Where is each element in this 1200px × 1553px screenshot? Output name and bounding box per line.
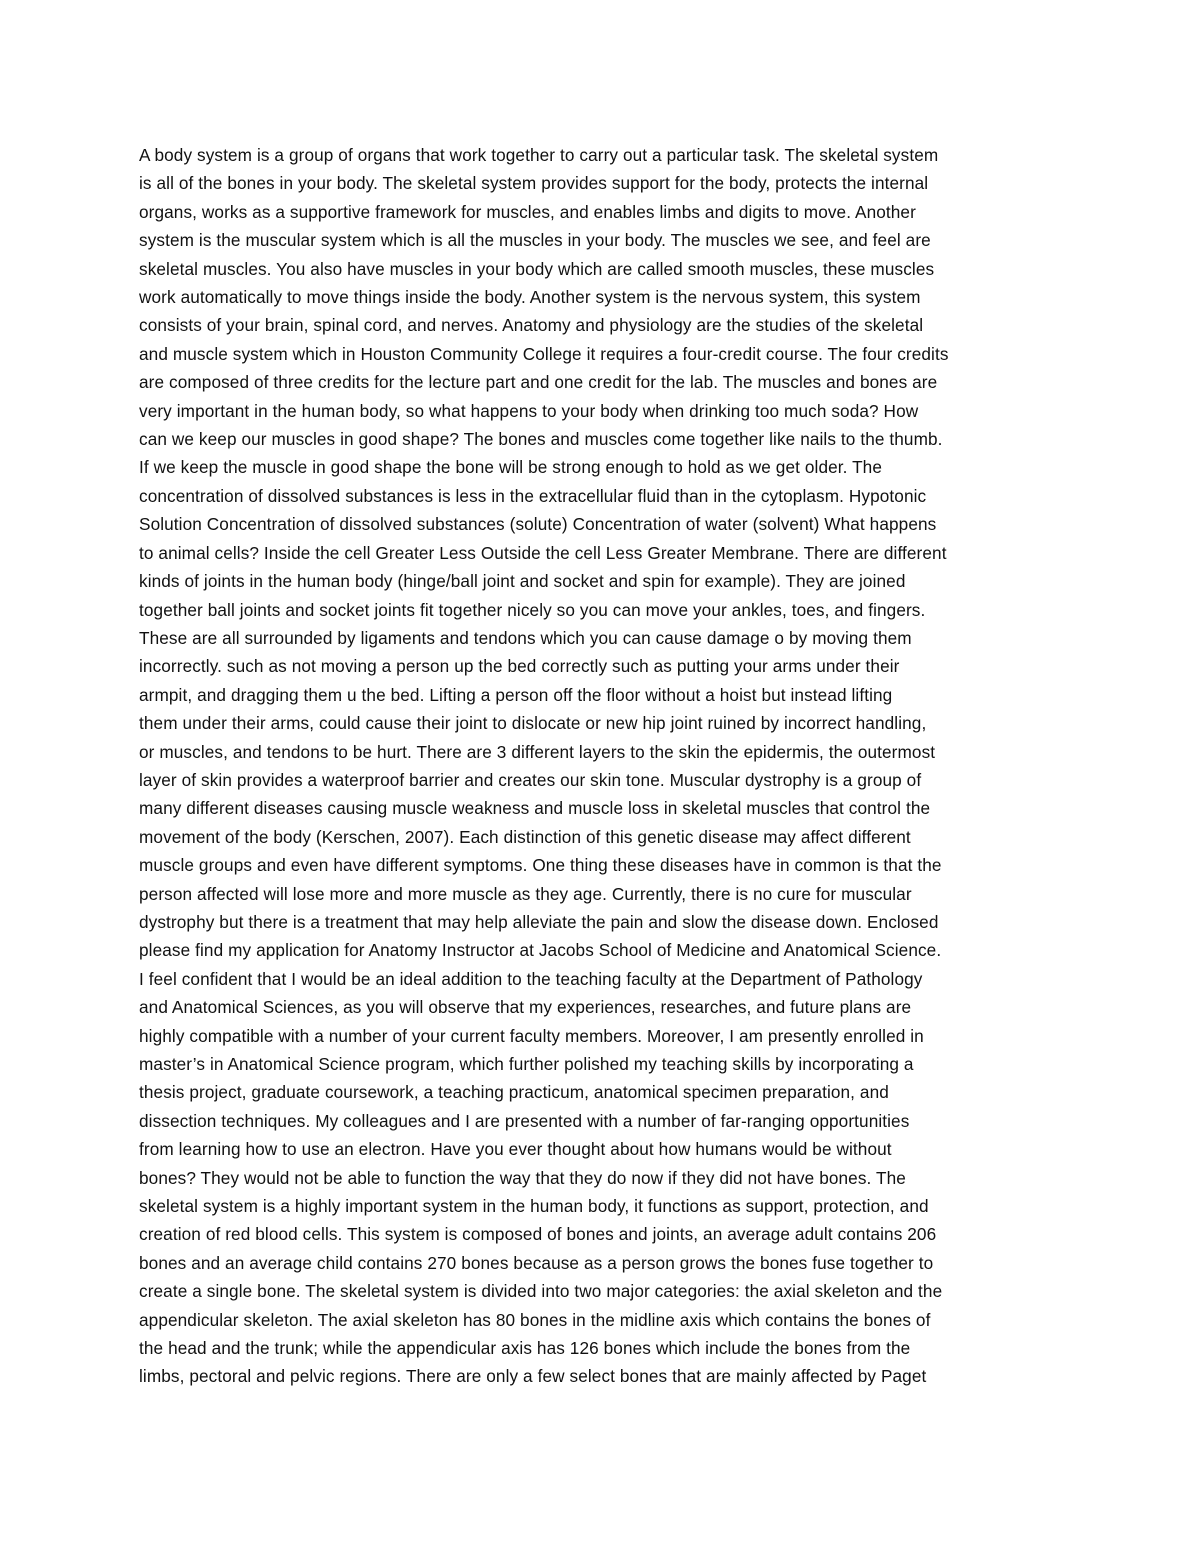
text-line: consists of your brain, spinal cord, and nerves. Anatomy and physiology are the studies of the skeletal	[139, 315, 924, 336]
text-line: can we keep our muscles in good shape? The bones and muscles come together like nails to the thumb.	[139, 429, 943, 450]
text-line: person affected will lose more and more muscle as they age. Currently, there is no cure for muscular	[139, 883, 912, 904]
text-line: I feel confident that I would be an ideal addition to the teaching faculty at the Department of Pathology	[139, 968, 923, 989]
text-line: them under their arms, could cause their joint to dislocate or new hip joint ruined by incorrect handling,	[139, 713, 927, 734]
text-line: highly compatible with a number of your current faculty members. Moreover, I am presently enrolled in	[139, 1025, 924, 1046]
text-line: master’s in Anatomical Science program, which further polished my teaching skills by incorporating a	[139, 1054, 914, 1074]
text-line: movement of the body (Kerschen, 2007). Each distinction of this genetic disease may affect different	[139, 826, 911, 847]
text-line: together ball joints and socket joints fit together nicely so you can move your ankles, toes, and fingers.	[139, 599, 926, 620]
text-line: A body system is a group of organs that work together to carry out a particular task. The skeletal system	[139, 145, 939, 165]
text-line: If we keep the muscle in good shape the bone will be strong enough to hold as we get older. The	[139, 457, 883, 478]
text-line: create a single bone. The skeletal system is divided into two major categories: the axial skeleton and the	[139, 1281, 943, 1302]
text-line: skeletal muscles. You also have muscles in your body which are called smooth muscles, these muscles	[139, 258, 935, 279]
text-line: Solution Concentration of dissolved substances (solute) Concentration of water (solvent) What happens	[139, 514, 937, 535]
text-line: creation of red blood cells. This system is composed of bones and joints, an average adult contains 206	[139, 1224, 937, 1245]
text-line: dissection techniques. My colleagues and I are presented with a number of far-ranging opportunities	[139, 1110, 910, 1131]
text-line: kinds of joints in the human body (hinge/ball joint and socket and spin for example). They are joined	[139, 571, 906, 592]
text-line: and muscle system which in Houston Community College it requires a four-credit course. The four credits	[139, 343, 949, 364]
text-line: incorrectly. such as not moving a person up the bed correctly such as putting your arms under their	[139, 656, 900, 677]
text-line: thesis project, graduate coursework, a teaching practicum, anatomical specimen preparation, and	[139, 1082, 889, 1103]
text-line: are composed of three credits for the lecture part and one credit for the lab. The muscles and bones are	[139, 372, 938, 393]
text-line: dystrophy but there is a treatment that may help alleviate the pain and slow the disease down. Enclosed	[139, 911, 939, 932]
text-line: layer of skin provides a waterproof barrier and creates our skin tone. Muscular dystrophy is a group of	[139, 769, 922, 790]
text-line: limbs, pectoral and pelvic regions. There are only a few select bones that are mainly affected by Paget	[139, 1366, 927, 1387]
text-line: muscle groups and even have different symptoms. One thing these diseases have in common is that the	[139, 855, 942, 876]
text-line: or muscles, and tendons to be hurt. There are 3 different layers to the skin the epidermis, the outermost	[139, 741, 936, 762]
text-line: many different diseases causing muscle weakness and muscle loss in skeletal muscles that control the	[139, 798, 931, 819]
text-line: very important in the human body, so what happens to your body when drinking too much soda? How	[139, 400, 919, 421]
text-line: system is the muscular system which is all the muscles in your body. The muscles we see, and feel are	[139, 230, 931, 251]
body-paragraph	[139, 141, 1079, 1391]
text-line: bones? They would not be able to function the way that they do now if they did not have bones. The	[139, 1167, 906, 1188]
text-line: skeletal system is a highly important system in the human body, it functions as support, protection, and	[139, 1196, 929, 1217]
text-line: please find my application for Anatomy Instructor at Jacobs School of Medicine and Anatomical Science.	[139, 940, 942, 961]
text-line: armpit, and dragging them u the bed. Lifting a person off the floor without a hoist but instead lifting	[139, 684, 893, 705]
text-line: appendicular skeleton. The axial skeleton has 80 bones in the midline axis which contains the bones of	[139, 1309, 931, 1330]
text-line: organs, works as a supportive framework for muscles, and enables limbs and digits to move. Another	[139, 201, 916, 222]
text-line: is all of the bones in your body. The skeletal system provides support for the body, protects the internal	[139, 173, 929, 194]
text-line: bones and an average child contains 270 bones because as a person grows the bones fuse together to	[139, 1252, 934, 1273]
text-line: These are all surrounded by ligaments and tendons which you can cause damage o by moving them	[139, 627, 912, 648]
text-line: and Anatomical Sciences, as you will observe that my experiences, researches, and future plans are	[139, 997, 912, 1018]
text-line: work automatically to move things inside the body. Another system is the nervous system, this system	[139, 287, 921, 308]
text-line: to animal cells? Inside the cell Greater Less Outside the cell Less Greater Membrane. There are different	[139, 542, 947, 563]
text-line: the head and the trunk; while the appendicular axis has 126 bones which include the bones from the	[139, 1338, 911, 1359]
text-line: from learning how to use an electron. Have you ever thought about how humans would be without	[139, 1139, 892, 1160]
text-line: concentration of dissolved substances is less in the extracellular fluid than in the cytoplasm. Hypotonic	[139, 485, 927, 506]
